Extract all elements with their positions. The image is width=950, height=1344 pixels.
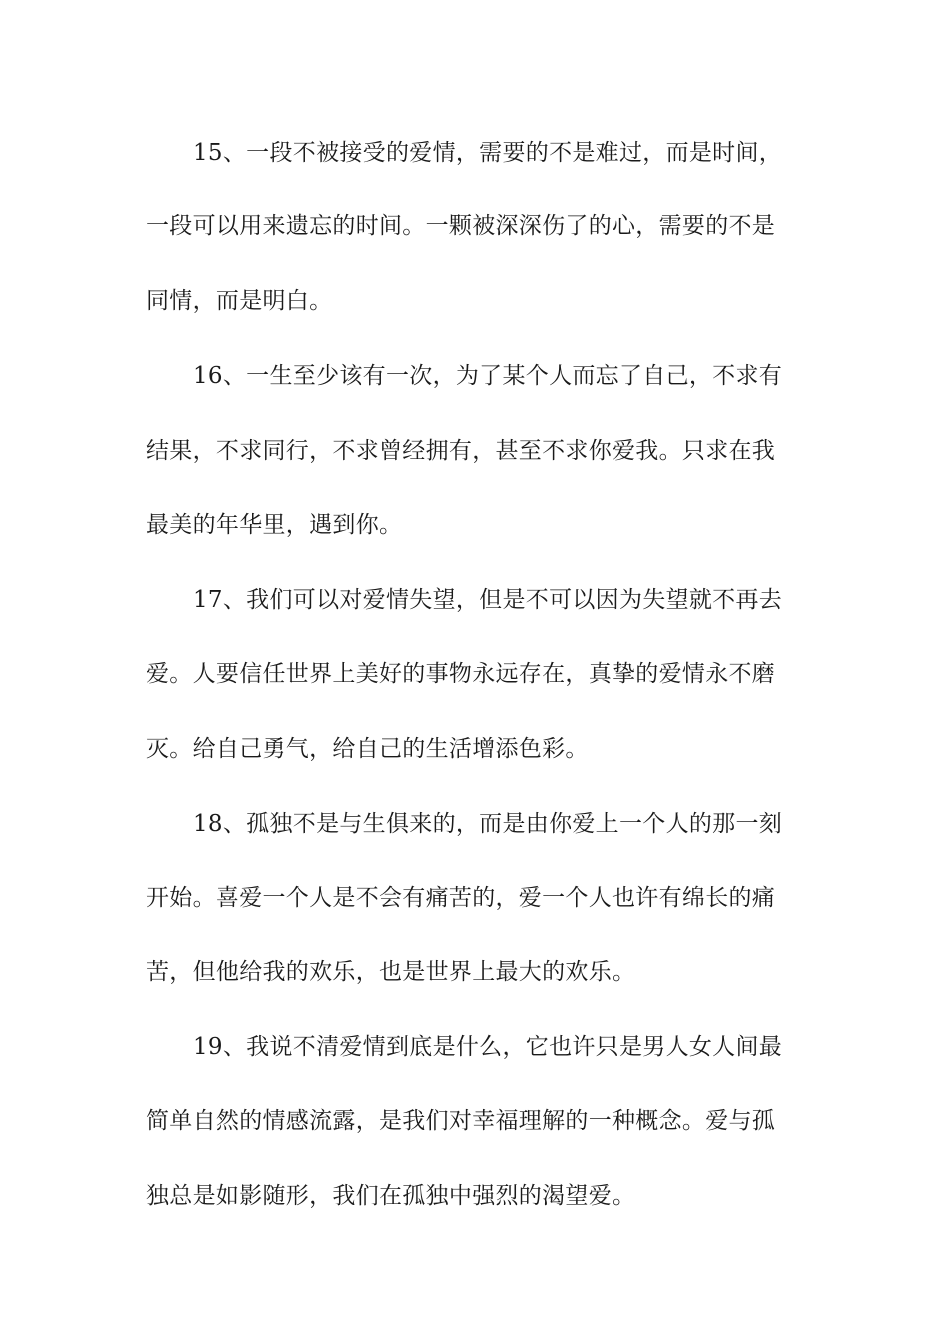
paragraph-line: 15、一段不被接受的爱情，需要的不是难过，而是时间， <box>193 140 783 166</box>
paragraph-line: 简单自然的情感流露，是我们对幸福理解的一种概念。爱与孤 <box>146 1108 776 1134</box>
paragraph-line: 19、我说不清爱情到底是什么，它也许只是男人女人间最 <box>193 1034 783 1060</box>
paragraph-line: 灭。给自己勇气，给自己的生活增添色彩。 <box>146 736 589 762</box>
paragraph-line: 爱。人要信任世界上美好的事物永远存在，真挚的爱情永不磨 <box>146 661 776 687</box>
paragraph-line: 苦，但他给我的欢乐，也是世界上最大的欢乐。 <box>146 959 636 985</box>
paragraph-line: 一段可以用来遗忘的时间。一颗被深深伤了的心，需要的不是 <box>146 213 776 239</box>
paragraph-line: 18、孤独不是与生俱来的，而是由你爱上一个人的那一刻 <box>193 811 783 837</box>
paragraph-line: 独总是如影随形，我们在孤独中强烈的渴望爱。 <box>146 1183 636 1209</box>
paragraph-line: 结果，不求同行，不求曾经拥有，甚至不求你爱我。只求在我 <box>146 438 776 464</box>
paragraph-line: 开始。喜爱一个人是不会有痛苦的，爱一个人也许有绵长的痛 <box>146 885 776 911</box>
paragraph-line: 16、一生至少该有一次，为了某个人而忘了自己，不求有 <box>193 363 783 389</box>
paragraph-line: 最美的年华里，遇到你。 <box>146 512 403 538</box>
paragraph-line: 17、我们可以对爱情失望，但是不可以因为失望就不再去 <box>193 587 783 613</box>
paragraph-line: 同情，而是明白。 <box>146 288 333 314</box>
